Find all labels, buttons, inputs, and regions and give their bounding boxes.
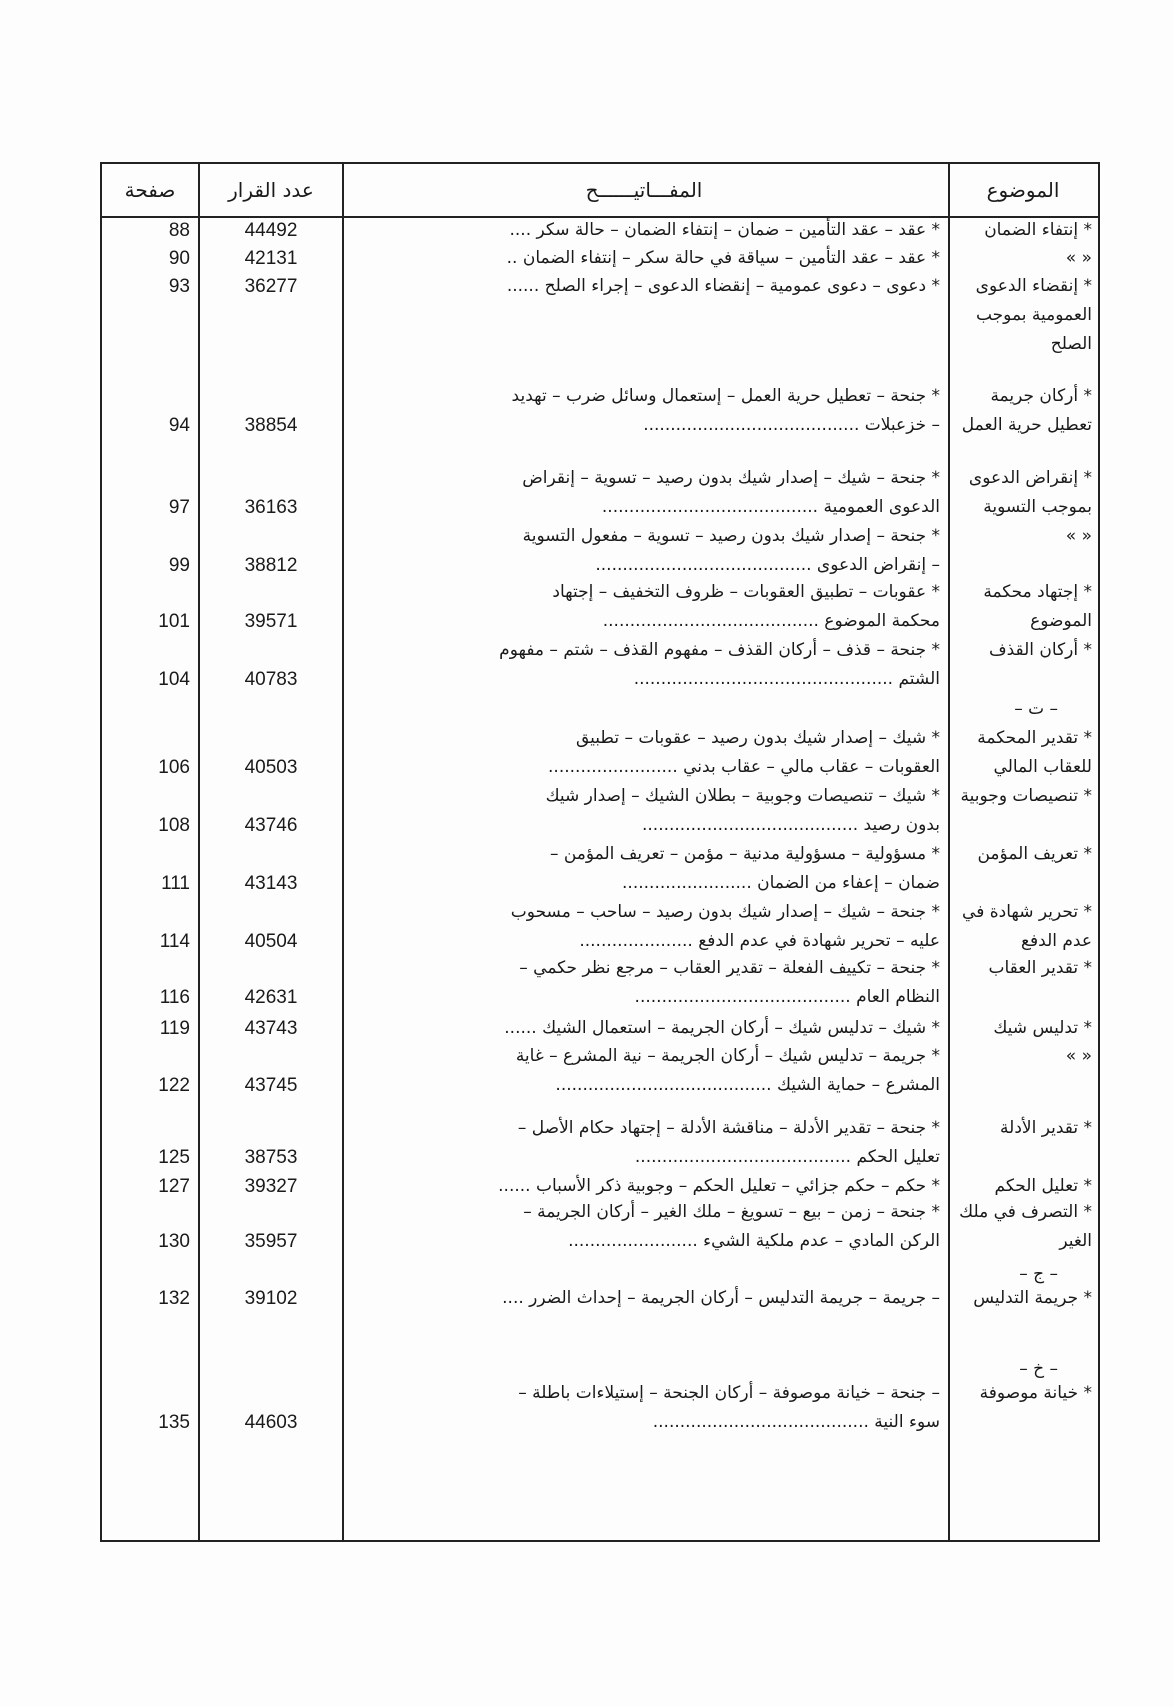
keywords-line: – خزعبلات ........................................ — [643, 415, 940, 435]
decision-number-cell: 36277 — [244, 276, 298, 297]
header-keywords: المفـــاتيــــــح — [585, 178, 703, 202]
decision-number-cell: 35957 — [244, 1231, 298, 1252]
page-number-cell: 127 — [158, 1176, 190, 1197]
section-letter: – ت – — [1014, 699, 1058, 719]
keywords-cell — [346, 522, 946, 580]
keywords-line: * عقوبات – تطبيق العقوبات – ظروف التخفيف – إجتهاد — [552, 582, 940, 602]
subject-cell: * تحرير شهادة في عدم الدفع — [962, 902, 1092, 951]
decision-number-cell: 38854 — [244, 415, 298, 436]
page-number-cell: 108 — [158, 815, 190, 836]
keywords-line: * جنحة – قذف – أركان القذف – مفهوم القذف – شتم – مفهوم — [499, 640, 940, 660]
page-number-cell: 111 — [161, 873, 190, 894]
decision-number-cell: 42131 — [244, 248, 298, 269]
keywords-line: * شيك – تنصيصات وجوبية – بطلان الشيك – إصدار شيك — [545, 786, 940, 806]
keywords-line: * جنحة – شيك – إصدار شيك بدون رصيد – ساحب – مسحوب — [510, 902, 940, 922]
keywords-line: * عقد – عقد التأمين – ضمان – إنتفاء الضمان – حالة سكر .... — [509, 220, 940, 240]
keywords-cell — [346, 578, 946, 636]
section-letter: – ج – — [1019, 1264, 1058, 1284]
page-number-cell: 88 — [168, 220, 190, 241]
keywords-cell — [346, 272, 946, 301]
keywords-cell — [346, 382, 946, 440]
subject-cell: * إنقضاء الدعوى العمومية بموجب الصلح — [975, 276, 1092, 354]
subject-cell: * تنصيصات وجوبية — [960, 786, 1092, 806]
keywords-line: * دعوى – دعوى عمومية – إنقضاء الدعوى – إجراء الصلح ...... — [506, 276, 940, 296]
decision-number-cell: 36163 — [244, 497, 298, 518]
subject-cell: « » — [1065, 248, 1092, 268]
decision-number-cell: 38812 — [244, 555, 298, 576]
subject-cell: * إجتهاد محكمة الموضوع — [983, 582, 1092, 631]
keywords-cell — [346, 898, 946, 956]
keywords-line: سوء النية ........................................ — [652, 1412, 940, 1432]
subject-cell: * تقدير العقاب — [988, 958, 1092, 978]
page-number-cell: 114 — [159, 931, 190, 952]
page-number-cell: 130 — [158, 1231, 190, 1252]
keywords-line: – جنحة – خيانة موصوفة – أركان الجنحة – إستيلاءات باطلة – — [518, 1383, 940, 1403]
subject-cell: « » — [1065, 526, 1092, 546]
keywords-line: الدعوى العمومية ........................................ — [601, 497, 940, 517]
keywords-line: ضمان – إعفاء من الضمان ........................ — [622, 873, 940, 893]
keywords-line: * حكم – حكم جزائي – تعليل الحكم – وجوبية ذكر الأسباب ...... — [498, 1176, 940, 1196]
page-number-cell: 99 — [168, 555, 190, 576]
keywords-cell — [346, 636, 946, 694]
decision-number-cell: 39571 — [244, 611, 298, 632]
decision-number-cell: 44492 — [244, 220, 298, 241]
page-number-cell: 106 — [158, 757, 190, 778]
decision-number-cell: 43746 — [244, 815, 298, 836]
decision-number-cell: 42631 — [244, 987, 298, 1008]
page-number-cell: 132 — [158, 1288, 190, 1309]
keywords-cell — [346, 1198, 946, 1256]
keywords-line: * مسؤولية – مسؤولية مدنية – مؤمن – تعريف المؤمن – — [549, 844, 940, 864]
keywords-line: * جنحة – تقدير الأدلة – مناقشة الأدلة – إجتهاد حكام الأصل – — [517, 1118, 940, 1138]
keywords-line: * شيك – تدليس شيك – أركان الجريمة – استعمال الشيك ...... — [504, 1018, 940, 1038]
keywords-line: – جريمة – جريمة التدليس – أركان الجريمة – إحداث الضرر .... — [502, 1288, 940, 1308]
page-number-cell: 104 — [158, 669, 190, 690]
keywords-cell — [346, 1172, 946, 1201]
header-decision-number: عدد القرار — [228, 178, 314, 202]
keywords-line: عليه – تحرير شهادة في عدم الدفع ..................... — [579, 931, 940, 951]
decision-number-cell: 40783 — [244, 669, 298, 690]
index-table — [100, 162, 1100, 1542]
keywords-line: المشرع – حماية الشيك ........................................ — [555, 1075, 940, 1095]
keywords-line: تعليل الحكم ........................................ — [634, 1147, 940, 1167]
keywords-line: * جريمة – تدليس شيك – أركان الجريمة – نية المشرع – غاية — [515, 1046, 940, 1066]
decision-number-cell: 43743 — [244, 1018, 298, 1039]
keywords-cell — [346, 1284, 946, 1313]
subject-cell: * تقدير المحكمة للعقاب المالي — [977, 728, 1092, 777]
subject-cell: * إنتفاء الضمان — [984, 220, 1092, 240]
page-number-cell: 122 — [158, 1075, 190, 1096]
header-subject: الموضوع — [986, 178, 1060, 202]
keywords-line: * عقد – عقد التأمين – سياقة في حالة سكر – إنتفاء الضمان .. — [506, 248, 940, 268]
keywords-cell — [346, 1379, 946, 1437]
page-number-cell: 125 — [158, 1147, 190, 1168]
subject-cell: « » — [1065, 1046, 1092, 1066]
section-letter: – خ – — [1019, 1359, 1058, 1379]
decision-number-cell: 38753 — [244, 1147, 298, 1168]
page-number-cell: 97 — [168, 497, 190, 518]
decision-number-cell: 40503 — [244, 757, 298, 778]
subject-cell: * أركان القذف — [988, 640, 1092, 660]
keywords-line: الركن المادي – عدم ملكية الشيء ........................ — [568, 1231, 940, 1251]
subject-cell: * تدليس شيك — [993, 1018, 1092, 1038]
decision-number-cell: 39102 — [244, 1288, 298, 1309]
subject-cell: * تعريف المؤمن — [977, 844, 1092, 864]
keywords-line: * جنحة – تعطيل حرية العمل – إستعمال وسائل ضرب – تهديد — [511, 386, 940, 406]
page-number-cell: 93 — [168, 276, 190, 297]
subject-cell: * أركان جريمة تعطيل حرية العمل — [961, 386, 1092, 435]
keywords-line: * جنحة – شيك – إصدار شيك بدون رصيد – تسوية – إنقراض — [522, 468, 940, 488]
keywords-cell — [346, 1042, 946, 1100]
column-divider — [198, 164, 200, 1540]
keywords-line: الشتم ................................................ — [633, 669, 940, 689]
keywords-line: * شيك – إصدار شيك بدون رصيد – عقوبات – تطبيق — [575, 728, 940, 748]
column-divider — [342, 164, 344, 1540]
decision-number-cell: 40504 — [244, 931, 298, 952]
decision-number-cell: 39327 — [244, 1176, 298, 1197]
subject-cell: * جريمة التدليس — [973, 1288, 1092, 1308]
page-number-cell: 90 — [168, 248, 190, 269]
keywords-cell — [346, 782, 946, 840]
page-number-cell: 116 — [159, 987, 190, 1008]
subject-cell: * التصرف في ملك الغير — [959, 1202, 1092, 1251]
keywords-cell — [346, 464, 946, 522]
page-number-cell: 94 — [168, 415, 190, 436]
page-number-cell: 119 — [159, 1018, 190, 1039]
keywords-cell — [346, 1114, 946, 1172]
keywords-line: * جنحة – إصدار شيك بدون رصيد – تسوية – مفعول التسوية — [522, 526, 940, 546]
keywords-cell — [346, 216, 946, 245]
subject-cell: * إنقراض الدعوى بموجب التسوية — [968, 468, 1092, 517]
keywords-cell — [346, 1014, 946, 1043]
keywords-line: النظام العام ........................................ — [634, 987, 940, 1007]
keywords-line: العقوبات – عقاب مالي – عقاب بدني ........................ — [548, 757, 940, 777]
subject-cell: * تعليل الحكم — [994, 1176, 1092, 1196]
decision-number-cell: 43143 — [244, 873, 298, 894]
keywords-line: * جنحة – زمن – بيع – تسويغ – ملك الغير – أركان الجريمة – — [523, 1202, 940, 1222]
header-page: صفحة — [124, 178, 176, 202]
decision-number-cell: 43745 — [244, 1075, 298, 1096]
column-divider — [948, 164, 950, 1540]
subject-cell: * تقدير الأدلة — [1000, 1118, 1092, 1138]
page-number-cell: 135 — [158, 1412, 190, 1433]
subject-cell: * خيانة موصوفة — [979, 1383, 1092, 1403]
keywords-line: – إنقراض الدعوى ........................................ — [595, 555, 940, 575]
keywords-line: بدون رصيد ........................................ — [641, 815, 940, 835]
keywords-cell — [346, 840, 946, 898]
keywords-line: محكمة الموضوع ........................................ — [602, 611, 940, 631]
keywords-line: * جنحة – تكييف الفعلة – تقدير العقاب – مرجع نظر حكمي – — [519, 958, 940, 978]
decision-number-cell: 44603 — [244, 1412, 298, 1433]
keywords-cell — [346, 954, 946, 1012]
keywords-cell — [346, 724, 946, 782]
page-number-cell: 101 — [158, 611, 190, 632]
keywords-cell — [346, 244, 946, 273]
